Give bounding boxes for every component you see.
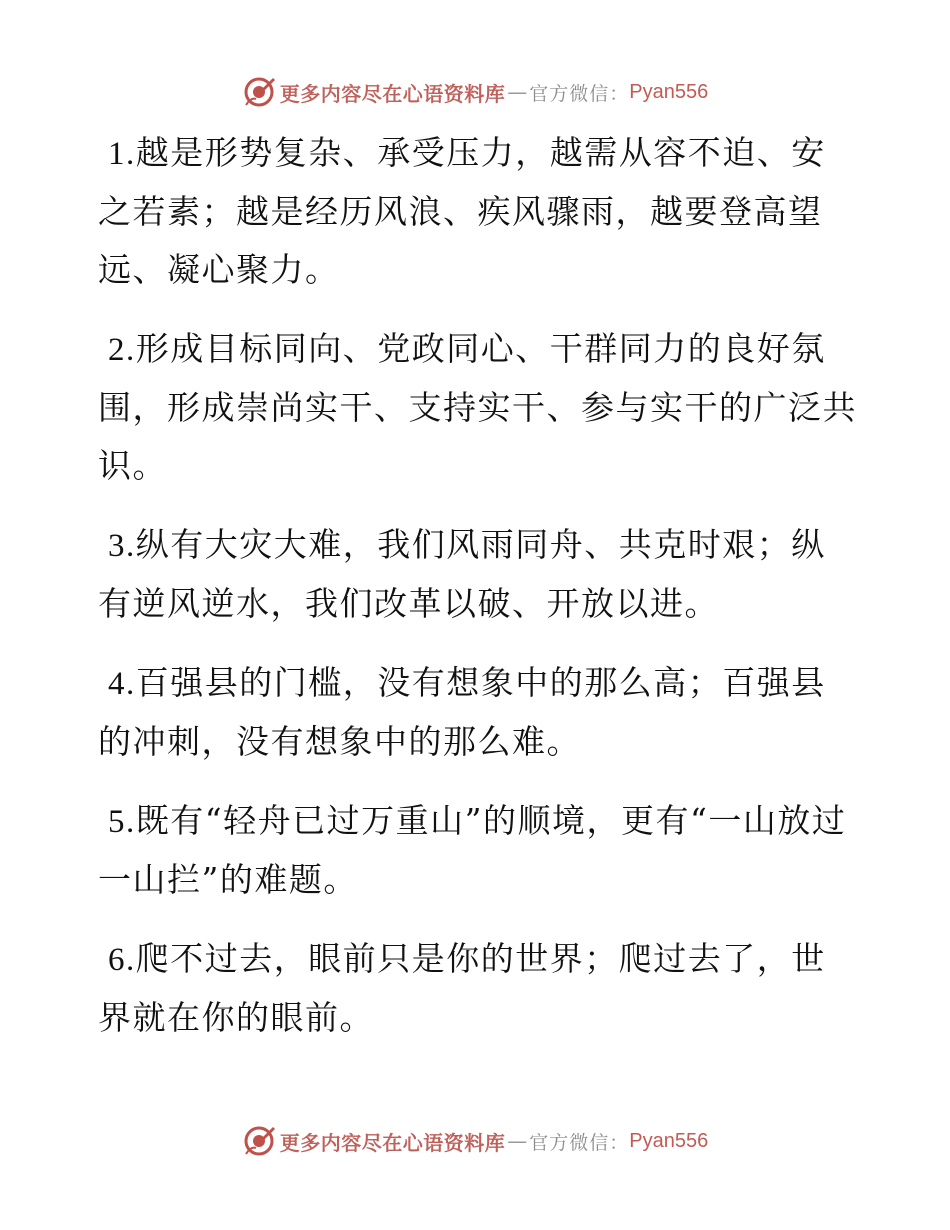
item-number: 2.: [108, 332, 136, 368]
banner-separator: —: [507, 1129, 528, 1153]
item-text: 既有“轻舟已过万重山”的顺境，更有“一山放过一山拦”的难题。: [98, 801, 847, 899]
pen-nib-logo-icon: [242, 1124, 276, 1158]
item-text: 形成目标同向、党政同心、干群同力的良好氛围，形成崇尚实干、支持实干、参与实干的广泛共识。: [98, 329, 857, 485]
wechat-id: Pyan556: [629, 1129, 709, 1152]
brand-text: 更多内容尽在心语资料库: [279, 1130, 506, 1155]
list-item: [98, 930, 858, 1047]
item-number: 3.: [108, 528, 136, 564]
brand-text: 更多内容尽在心语资料库: [279, 81, 506, 106]
wechat-label: 官方微信：: [529, 82, 630, 105]
quote-list: [98, 124, 858, 1068]
item-number: 1.: [108, 136, 136, 172]
item-number: 6.: [108, 942, 136, 978]
list-item: [98, 792, 858, 909]
footer-banner: [0, 1121, 950, 1161]
list-item: [98, 124, 858, 299]
banner-separator: —: [507, 80, 528, 104]
item-text: 越是形势复杂、承受压力，越需从容不迫、安之若素；越是经历风浪、疾风骤雨，越要登高望远、凝心聚力。: [98, 133, 826, 289]
item-text: 百强县的门槛，没有想象中的那么高；百强县的冲刺，没有想象中的那么难。: [98, 663, 826, 761]
list-item: [98, 654, 858, 771]
item-text: 纵有大灾大难，我们风雨同舟、共克时艰；纵有逆风逆水，我们改革以破、开放以进。: [98, 525, 826, 623]
item-text: 爬不过去，眼前只是你的世界；爬过去了，世界就在你的眼前。: [98, 939, 826, 1037]
list-item: [98, 516, 858, 633]
item-number: 5.: [108, 804, 136, 840]
wechat-label: 官方微信：: [529, 1131, 630, 1154]
item-number: 4.: [108, 666, 136, 702]
list-item: [98, 320, 858, 495]
header-banner: [0, 72, 950, 112]
pen-nib-logo-icon: [242, 75, 276, 109]
wechat-id: Pyan556: [629, 80, 709, 103]
